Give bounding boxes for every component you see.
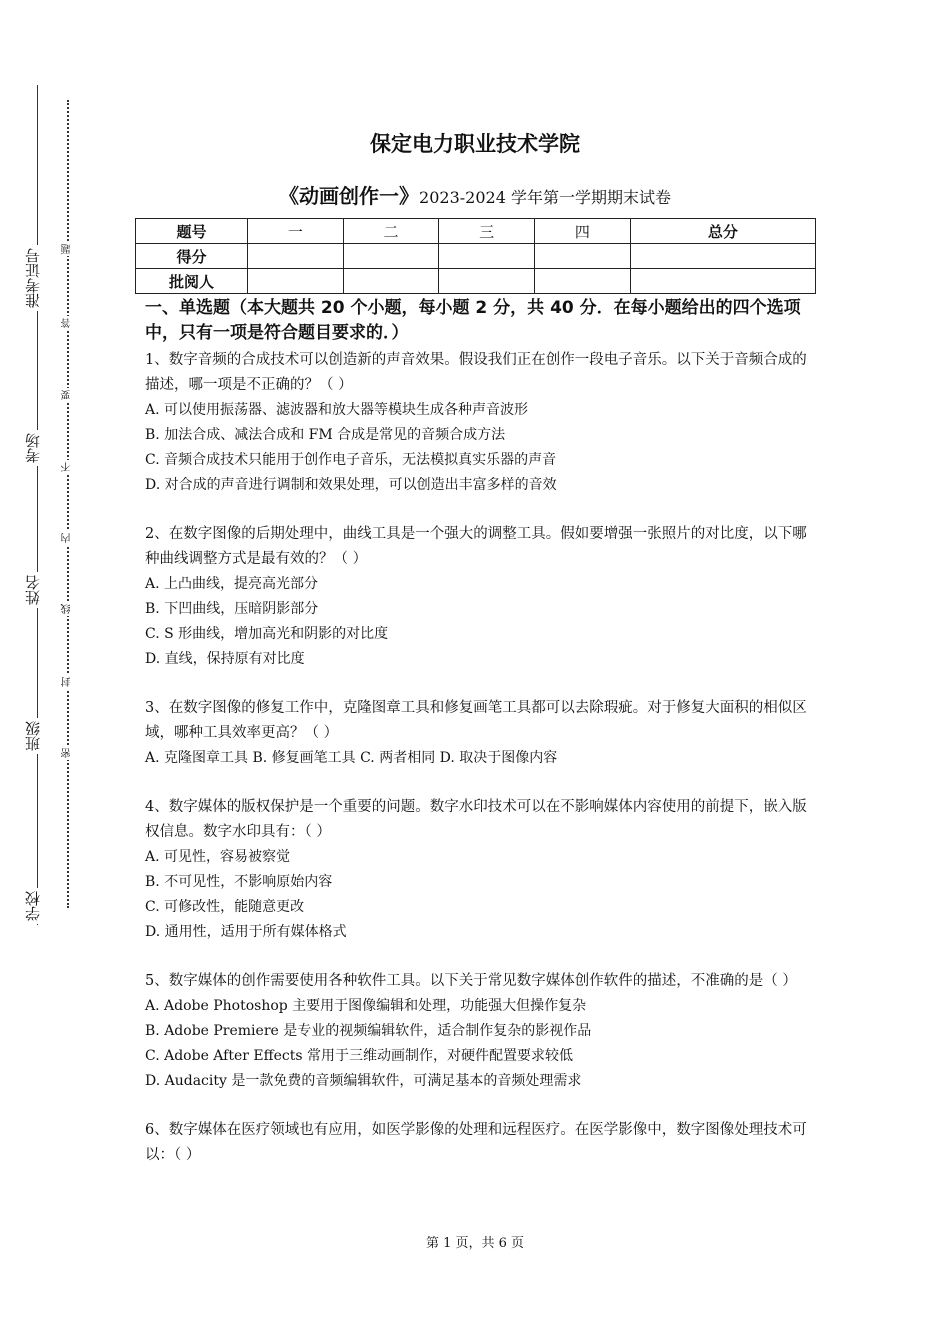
score-cell bbox=[343, 244, 439, 269]
column-header: 一 bbox=[248, 219, 344, 244]
answer-option: D. 对合成的声音进行调制和效果处理，可以创造出丰富多样的音效 bbox=[145, 477, 557, 493]
question-item bbox=[145, 522, 813, 672]
seal-dotted-line bbox=[67, 100, 69, 908]
seal-char: 不 bbox=[62, 462, 73, 472]
score-table-header-row bbox=[136, 219, 816, 244]
answer-option: D. Audacity 是一款免费的音频编辑软件，可满足基本的音频处理需求 bbox=[145, 1073, 582, 1089]
student-name-label: 姓名 bbox=[22, 572, 52, 608]
seal-char: 答 bbox=[62, 318, 73, 328]
question-stem: 3、在数字图像的修复工作中，克隆图章工具和修复画笔工具都可以去除瑕疵。对于修复大面积的相似区域，哪种工具效率更高？（ ） bbox=[145, 700, 807, 741]
class-label: 班级 bbox=[22, 718, 52, 754]
answer-option: A. Adobe Photoshop 主要用于图像编辑和处理，功能强大但操作复杂 bbox=[145, 998, 587, 1014]
row-header: 得分 bbox=[136, 244, 248, 269]
question-item bbox=[145, 969, 813, 1094]
reviewer-cell bbox=[535, 269, 631, 294]
answer-option: A. 上凸曲线，提亮高光部分 bbox=[145, 576, 319, 592]
score-cell bbox=[630, 244, 815, 269]
exam-term: 2023-2024 学年第一学期期末试卷 bbox=[419, 188, 671, 207]
question-item bbox=[145, 348, 813, 498]
column-header: 二 bbox=[343, 219, 439, 244]
column-header: 四 bbox=[535, 219, 631, 244]
question-stem: 4、数字媒体的版权保护是一个重要的问题。数字水印技术可以在不影响媒体内容使用的前提下，嵌入版权信息。数字水印具有：（ ） bbox=[145, 799, 807, 840]
course-name: 《动画创作一》 bbox=[279, 184, 420, 208]
answer-option: C. S 形曲线，增加高光和阴影的对比度 bbox=[145, 626, 389, 642]
exam-content bbox=[145, 296, 813, 1192]
seal-char: 题 bbox=[62, 244, 73, 254]
question-stem: 5、数字媒体的创作需要使用各种软件工具。以下关于常见数字媒体创作软件的描述，不准确的是（ ） bbox=[145, 973, 797, 989]
exam-room-label: 考场 bbox=[22, 430, 52, 466]
reviewer-cell bbox=[630, 269, 815, 294]
answer-option: D. 通用性，适用于所有媒体格式 bbox=[145, 924, 347, 940]
page-footer: 第 1 页，共 6 页 bbox=[425, 1236, 525, 1251]
answer-option: A. 可见性，容易被察觉 bbox=[145, 849, 291, 865]
question-item bbox=[145, 696, 813, 771]
seal-char: 线 bbox=[62, 604, 73, 614]
school-label: 学校 bbox=[22, 888, 52, 924]
question-stem: 2、在数字图像的后期处理中，曲线工具是一个强大的调整工具。假如要增强一张照片的对比度，以下哪种曲线调整方式是最有效的？（ ） bbox=[145, 526, 807, 567]
reviewer-cell bbox=[248, 269, 344, 294]
answer-option: B. 不可见性，不影响原始内容 bbox=[145, 874, 333, 890]
answer-option: C. 可修改性，能随意更改 bbox=[145, 899, 305, 915]
exam-id-label: 准考证号 bbox=[22, 245, 52, 311]
answer-option: B. 下凹曲线，压暗阴影部分 bbox=[145, 601, 319, 617]
column-header: 题号 bbox=[136, 219, 248, 244]
answer-option: A. 可以使用振荡器、滤波器和放大器等模块生成各种声音波形 bbox=[145, 402, 529, 418]
score-cell bbox=[439, 244, 535, 269]
row-header: 批阅人 bbox=[136, 269, 248, 294]
section-heading: 一、单选题（本大题共 20 个小题，每小题 2 分，共 40 分．在每小题给出的四个选项中，只有一项是符合题目要求的．） bbox=[145, 298, 801, 343]
answer-option: A. 克隆图章工具 B. 修复画笔工具 C. 两者相同 D. 取决于图像内容 bbox=[145, 750, 558, 766]
reviewer-row bbox=[136, 269, 816, 294]
seal-char: 要 bbox=[62, 390, 73, 400]
question-stem: 1、数字音频的合成技术可以创造新的声音效果。假设我们正在创作一段电子音乐。以下关于音频合成的描述，哪一项是不正确的？（ ） bbox=[145, 352, 807, 393]
score-table bbox=[135, 218, 816, 294]
binding-line bbox=[37, 85, 38, 925]
score-cell bbox=[248, 244, 344, 269]
answer-option: B. 加法合成、减法合成和 FM 合成是常见的音频合成方法 bbox=[145, 427, 506, 443]
seal-char: 密 bbox=[62, 748, 73, 758]
answer-option: C. 音频合成技术只能用于创作电子音乐，无法模拟真实乐器的声音 bbox=[145, 452, 557, 468]
school-title: 保定电力职业技术学院 bbox=[370, 132, 580, 156]
question-list bbox=[145, 348, 813, 1168]
score-row bbox=[136, 244, 816, 269]
column-header: 总分 bbox=[630, 219, 815, 244]
exam-subtitle bbox=[0, 180, 950, 209]
answer-option: C. Adobe After Effects 常用于三维动画制作，对硬件配置要求较低 bbox=[145, 1048, 573, 1064]
question-item bbox=[145, 795, 813, 945]
reviewer-cell bbox=[439, 269, 535, 294]
reviewer-cell bbox=[343, 269, 439, 294]
seal-char: 内 bbox=[62, 533, 73, 543]
question-stem: 6、数字媒体在医疗领域也有应用，如医学影像的处理和远程医疗。在医学影像中，数字图像处理技术可以：（ ） bbox=[145, 1122, 807, 1163]
answer-option: B. Adobe Premiere 是专业的视频编辑软件，适合制作复杂的影视作品 bbox=[145, 1023, 592, 1039]
question-item bbox=[145, 1118, 813, 1168]
answer-option: D. 直线，保持原有对比度 bbox=[145, 651, 305, 667]
column-header: 三 bbox=[439, 219, 535, 244]
seal-char: 封 bbox=[62, 677, 73, 687]
score-cell bbox=[535, 244, 631, 269]
